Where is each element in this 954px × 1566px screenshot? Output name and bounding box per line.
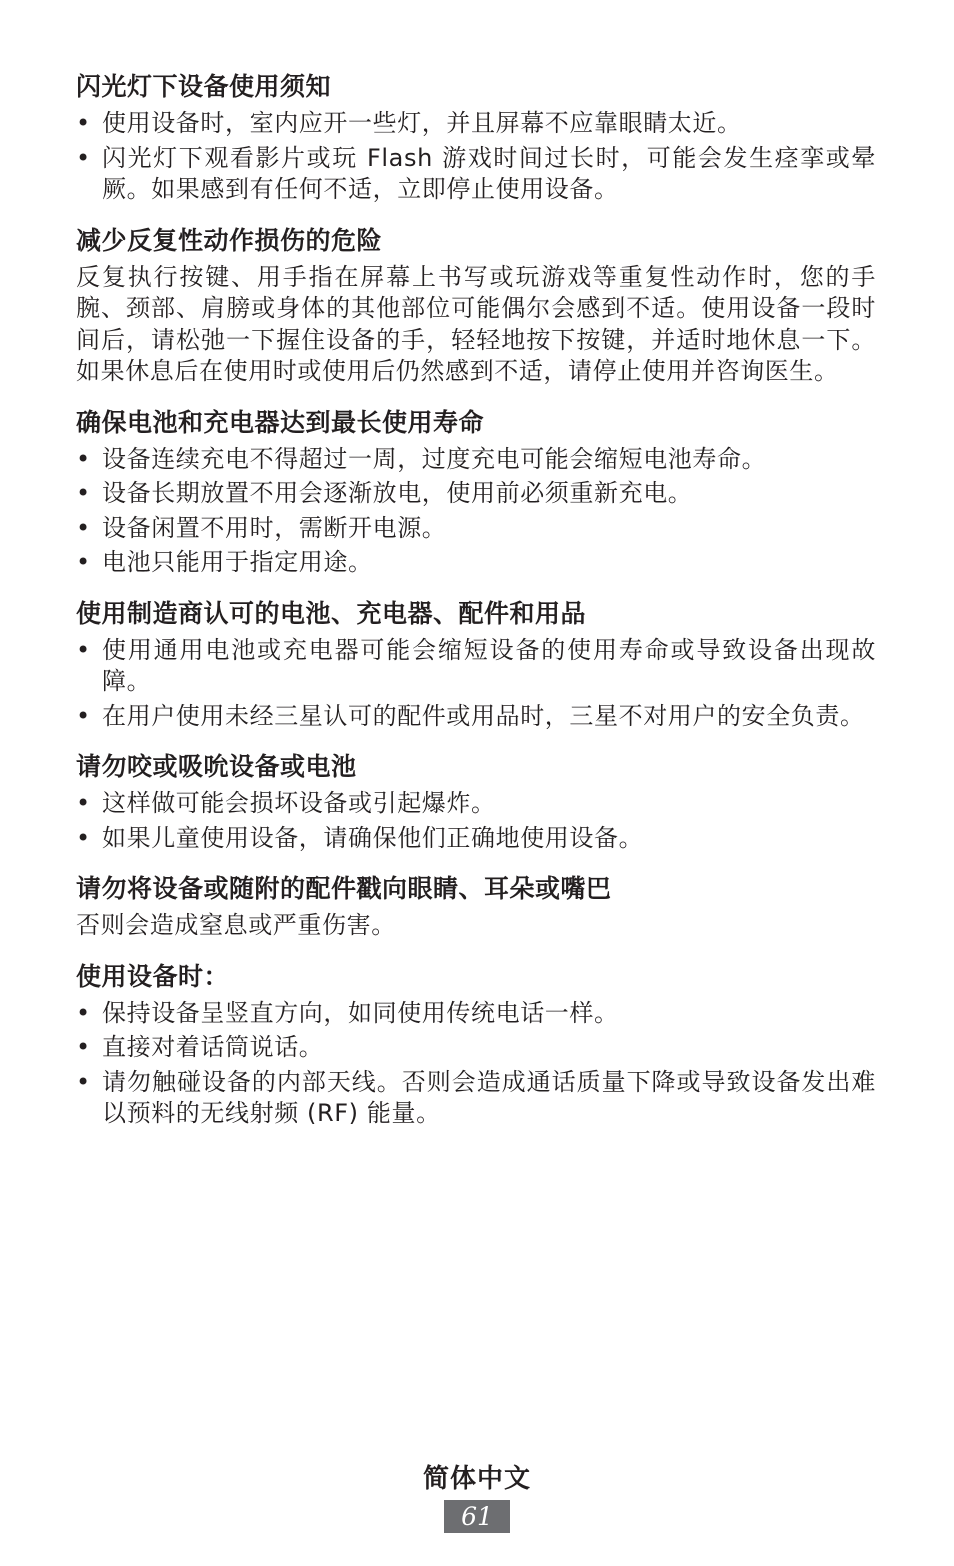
section-repetitive-motion (76, 224, 876, 388)
section-flash-usage (76, 70, 876, 206)
list-item (76, 444, 876, 476)
list-item (76, 1067, 876, 1130)
bullet-list (76, 108, 876, 206)
list-item (76, 513, 876, 545)
list-item (76, 635, 876, 698)
list-item-text: 设备连续充电不得超过一周，过度充电可能会缩短电池寿命。 (102, 444, 767, 473)
list-item (76, 1032, 876, 1064)
section-approved-accessories (76, 597, 876, 733)
document-body (76, 70, 876, 1148)
section-when-using-device (76, 960, 876, 1130)
section-heading: 请勿咬或吸吮设备或电池 (76, 752, 357, 781)
list-item-text: 使用通用电池或充电器可能会缩短设备的使用寿命或导致设备出现故障。 (102, 635, 876, 695)
bullet-mark: • (76, 548, 91, 576)
section-heading: 闪光灯下设备使用须知 (76, 72, 332, 101)
section-heading: 确保电池和充电器达到最长使用寿命 (76, 407, 485, 437)
list-item-text: 在用户使用未经三星认可的配件或用品时，三星不对用户的安全负责。 (102, 701, 865, 730)
list-item-text: 如果儿童使用设备，请确保他们正确地使用设备。 (102, 823, 644, 852)
list-item (76, 701, 876, 733)
section-paragraph: 反复执行按键、用手指在屏幕上书写或玩游戏等重复性动作时，您的手腕、颈部、肩膀或身体的其他部位可能偶尔会感到不适。使用设备一段时间后，请松弛一下握住设备的手，轻轻地按下按键，并适时地休息一下。如果休息后在使用时或使用后仍然感到不适，请停止使用并咨询医生。 (76, 262, 876, 385)
section-heading: 使用制造商认可的电池、充电器、配件和用品 (76, 598, 587, 628)
bullet-list (76, 788, 876, 854)
list-item-text: 这样做可能会损坏设备或引起爆炸。 (102, 789, 496, 817)
list-item-text: 设备闲置不用时，需断开电源。 (102, 513, 447, 542)
list-item (76, 478, 876, 510)
bullet-list (76, 998, 876, 1130)
bullet-mark: • (76, 1033, 91, 1061)
section-paragraph: 否则会造成窒息或严重伤害。 (76, 911, 396, 939)
bullet-list (76, 444, 876, 579)
section-do-not-poke (76, 872, 876, 942)
bullet-mark: • (76, 998, 91, 1027)
list-item-text: 直接对着话筒说话。 (102, 1033, 324, 1061)
bullet-mark: • (76, 109, 91, 137)
bullet-mark: • (76, 1067, 91, 1096)
section-heading: 减少反复性动作损伤的危险 (76, 225, 383, 255)
bullet-mark: • (76, 143, 91, 172)
bullet-mark: • (76, 635, 91, 664)
list-item-text: 电池只能用于指定用途。 (102, 548, 373, 576)
section-do-not-bite (76, 750, 876, 854)
page-footer (0, 1462, 954, 1533)
bullet-mark: • (76, 479, 91, 507)
language-label: 简体中文 (422, 1464, 531, 1494)
list-item-text: 使用设备时，室内应开一些灯，并且屏幕不应靠眼睛太近。 (102, 109, 742, 137)
section-battery-life (76, 406, 876, 579)
list-item-text: 保持设备呈竖直方向，如同使用传统电话一样。 (102, 998, 619, 1027)
bullet-mark: • (76, 513, 91, 542)
list-item-text: 设备长期放置不用会逐渐放电，使用前必须重新充电。 (102, 479, 693, 507)
list-item-text: 闪光灯下观看影片或玩 Flash 游戏时间过长时，可能会发生痉挛或晕厥。如果感到有任何不适，立即停止使用设备。 (102, 143, 876, 203)
list-item (76, 547, 876, 579)
bullet-list (76, 635, 876, 733)
list-item (76, 823, 876, 855)
section-heading: 使用设备时： (76, 961, 230, 991)
list-item (76, 788, 876, 820)
bullet-mark: • (76, 444, 91, 473)
list-item (76, 108, 876, 140)
page-number: 61 (444, 1500, 510, 1533)
list-item (76, 143, 876, 206)
bullet-mark: • (76, 701, 91, 730)
bullet-mark: • (76, 823, 91, 852)
bullet-mark: • (76, 789, 91, 817)
list-item-text: 请勿触碰设备的内部天线。否则会造成通话质量下降或导致设备发出难以预料的无线射频 (RF) 能量。 (102, 1067, 876, 1127)
section-heading: 请勿将设备或随附的配件戳向眼睛、耳朵或嘴巴 (76, 874, 612, 903)
list-item (76, 998, 876, 1030)
